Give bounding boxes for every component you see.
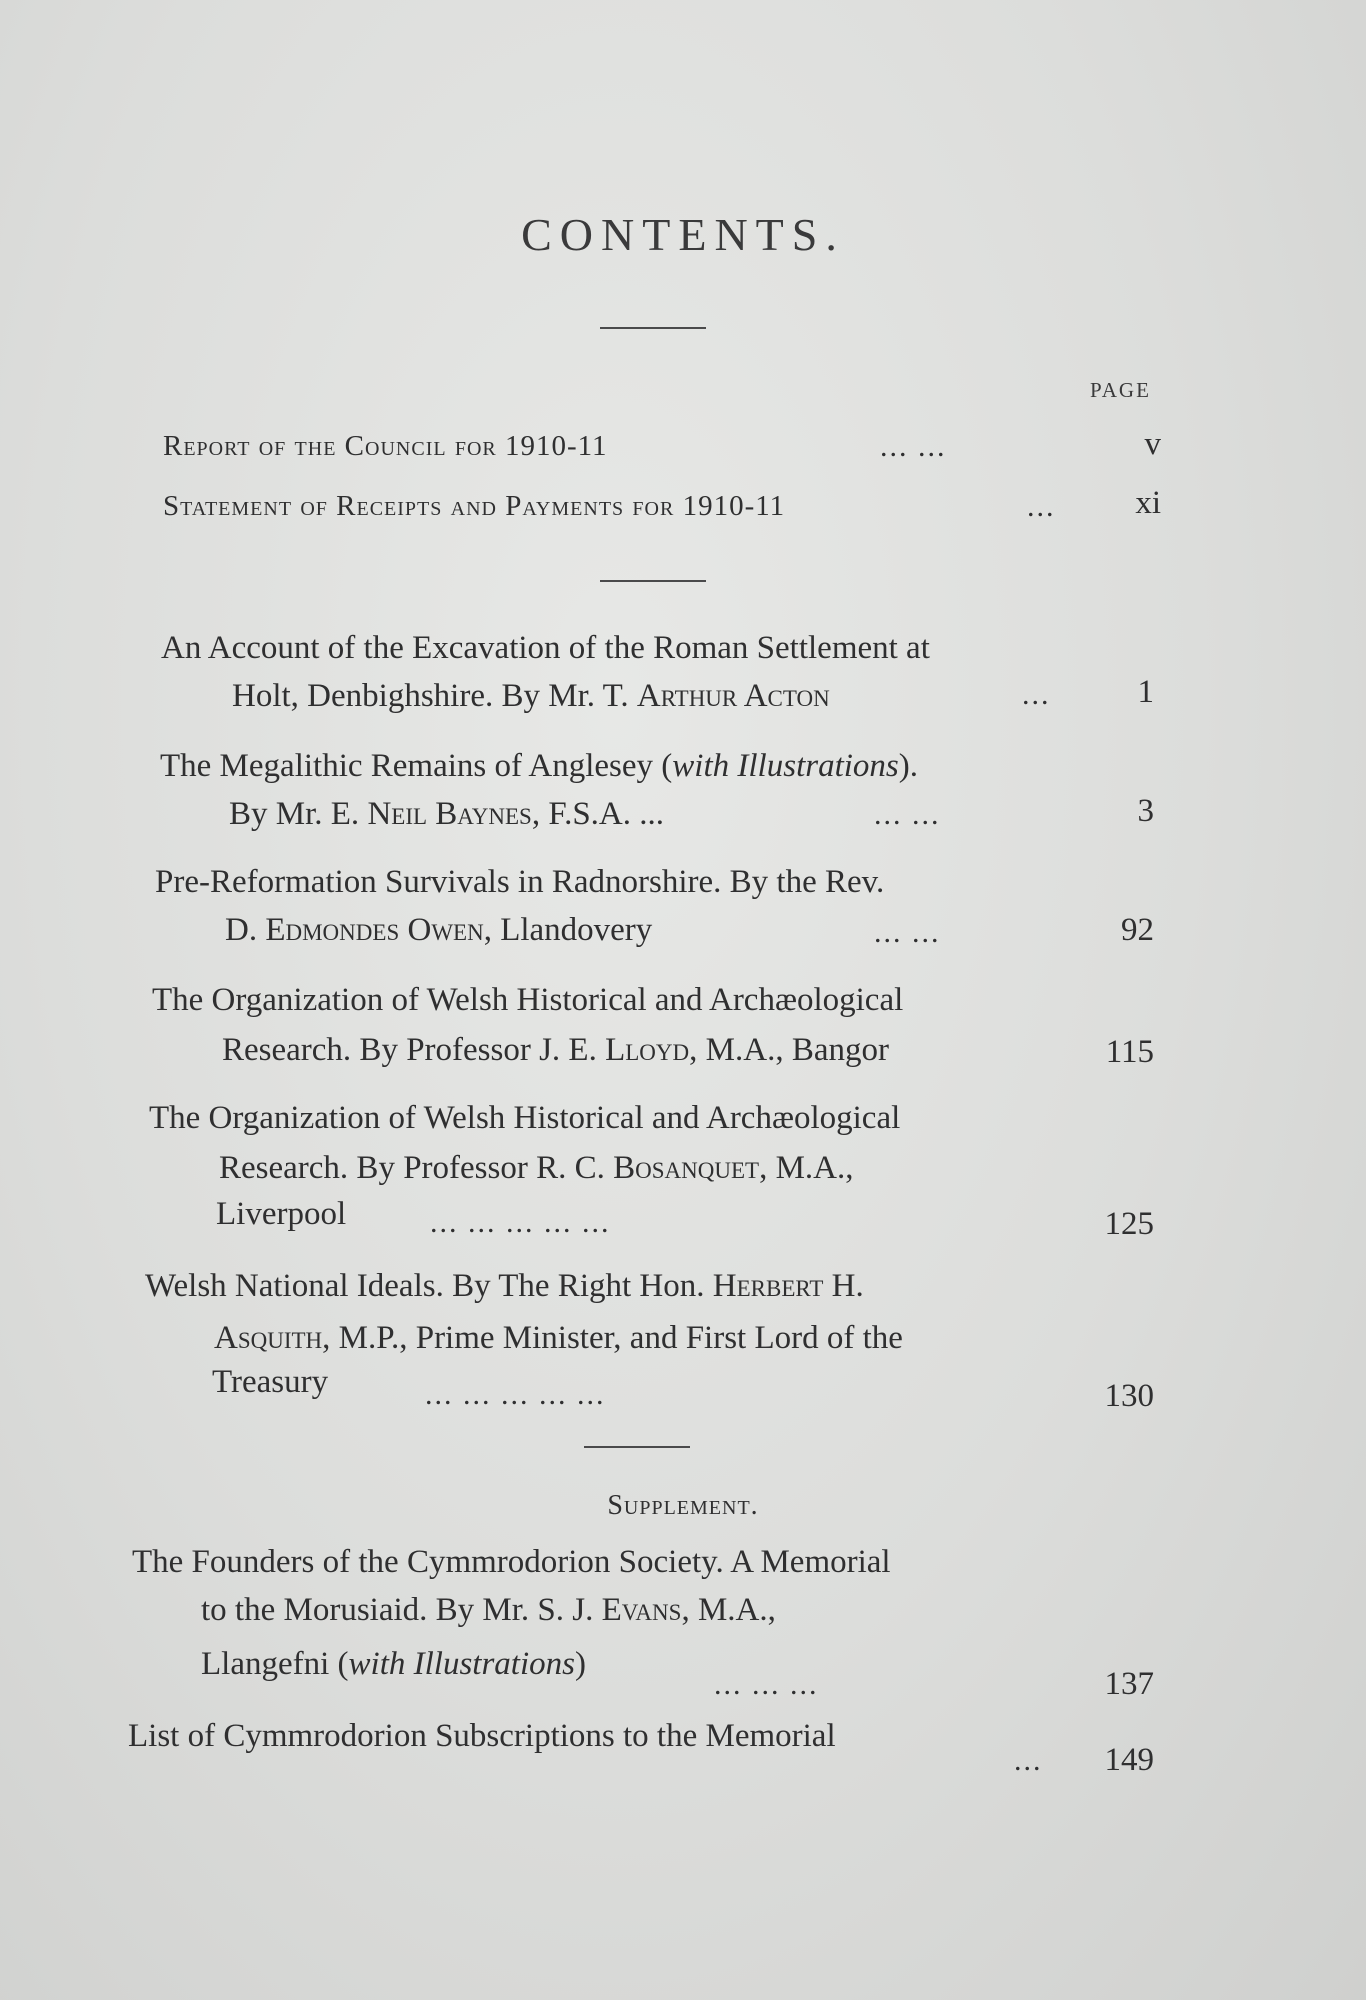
toc-dots: ... ... ... ... ... xyxy=(430,1206,611,1239)
author-name: Bosanquet xyxy=(613,1150,760,1186)
author-name: Evans xyxy=(601,1592,682,1628)
toc-page-number: 130 xyxy=(1104,1378,1154,1414)
toc-page-number: 125 xyxy=(1104,1206,1154,1242)
toc-entry-line: to the Morusiaid. By Mr. S. J. Evans, M.A., xyxy=(201,1592,776,1628)
page-title: CONTENTS. xyxy=(521,209,845,260)
toc-page-number: xi xyxy=(1135,485,1161,521)
toc-entry-line: An Account of the Excavation of the Roman Settlement at xyxy=(161,630,930,666)
author-name: Asquith xyxy=(214,1320,323,1356)
toc-page-number: v xyxy=(1144,426,1161,462)
toc-entry-line: The Organization of Welsh Historical and Archæological xyxy=(152,982,904,1018)
toc-dots: ... xyxy=(1027,490,1056,523)
toc-entry-line: Holt, Denbighshire. By Mr. T. Arthur Acton xyxy=(232,678,830,714)
author-name: Edmondes Owen xyxy=(265,912,484,948)
toc-entry-line: Research. By Professor J. E. Lloyd, M.A., Bangor xyxy=(222,1032,889,1068)
toc-dots: ... ... ... xyxy=(714,1668,819,1701)
toc-entry-statement: Statement of Receipts and Payments for 1910-11 xyxy=(163,490,786,522)
toc-entry-line: Welsh National Ideals. By The Right Hon. Herbert H. xyxy=(145,1268,864,1304)
toc-dots: ... xyxy=(1022,678,1051,711)
supplement-heading: Supplement. xyxy=(607,1490,759,1521)
toc-entry-line: The Megalithic Remains of Anglesey (with Illustrations). xyxy=(160,748,919,784)
author-name: Lloyd xyxy=(605,1032,690,1068)
toc-page-number: 115 xyxy=(1105,1034,1154,1070)
page-column-label: PAGE xyxy=(1090,378,1151,402)
toc-entry-report: Report of the Council for 1910-11 xyxy=(163,430,608,462)
toc-entry-line: D. Edmondes Owen, Llandovery xyxy=(225,912,653,948)
toc-entry-line: The Founders of the Cymmrodorion Society. A Memorial xyxy=(132,1544,891,1580)
toc-entry-line: The Organization of Welsh Historical and Archæological xyxy=(149,1100,901,1136)
toc-dots: ... ... xyxy=(874,798,941,831)
author-name: Neil Baynes xyxy=(367,796,532,832)
title-rule xyxy=(600,327,706,329)
toc-dots: ... ... ... ... ... xyxy=(425,1378,606,1411)
section-rule xyxy=(584,1446,690,1448)
toc-page-number: 1 xyxy=(1137,674,1154,710)
toc-entry-line: Pre-Reformation Survivals in Radnorshire. By the Rev. xyxy=(155,864,885,900)
toc-entry-line: Treasury xyxy=(212,1364,329,1400)
toc-page-number: 149 xyxy=(1104,1742,1154,1778)
toc-entry-line: Llangefni (with Illustrations) xyxy=(201,1646,586,1682)
toc-page-number: 3 xyxy=(1137,793,1154,829)
toc-page-number: 92 xyxy=(1121,912,1154,948)
toc-entry-line: List of Cymmrodorion Subscriptions to the Memorial xyxy=(128,1718,836,1754)
toc-dots: ... ... xyxy=(880,430,947,463)
toc-page-number: 137 xyxy=(1104,1666,1154,1702)
toc-entry-line: By Mr. E. Neil Baynes, F.S.A. ... xyxy=(229,796,665,832)
toc-entry-line: Research. By Professor R. C. Bosanquet, M.A., xyxy=(219,1150,854,1186)
author-name: Arthur Acton xyxy=(636,678,830,714)
toc-entry-line: Asquith, M.P., Prime Minister, and First Lord of the xyxy=(214,1320,903,1356)
section-rule xyxy=(600,580,706,582)
toc-dots: ... ... xyxy=(874,916,941,949)
toc-dots: ... xyxy=(1014,1744,1043,1777)
author-name: Herbert xyxy=(712,1268,824,1304)
toc-entry-line: Liverpool xyxy=(216,1196,347,1232)
